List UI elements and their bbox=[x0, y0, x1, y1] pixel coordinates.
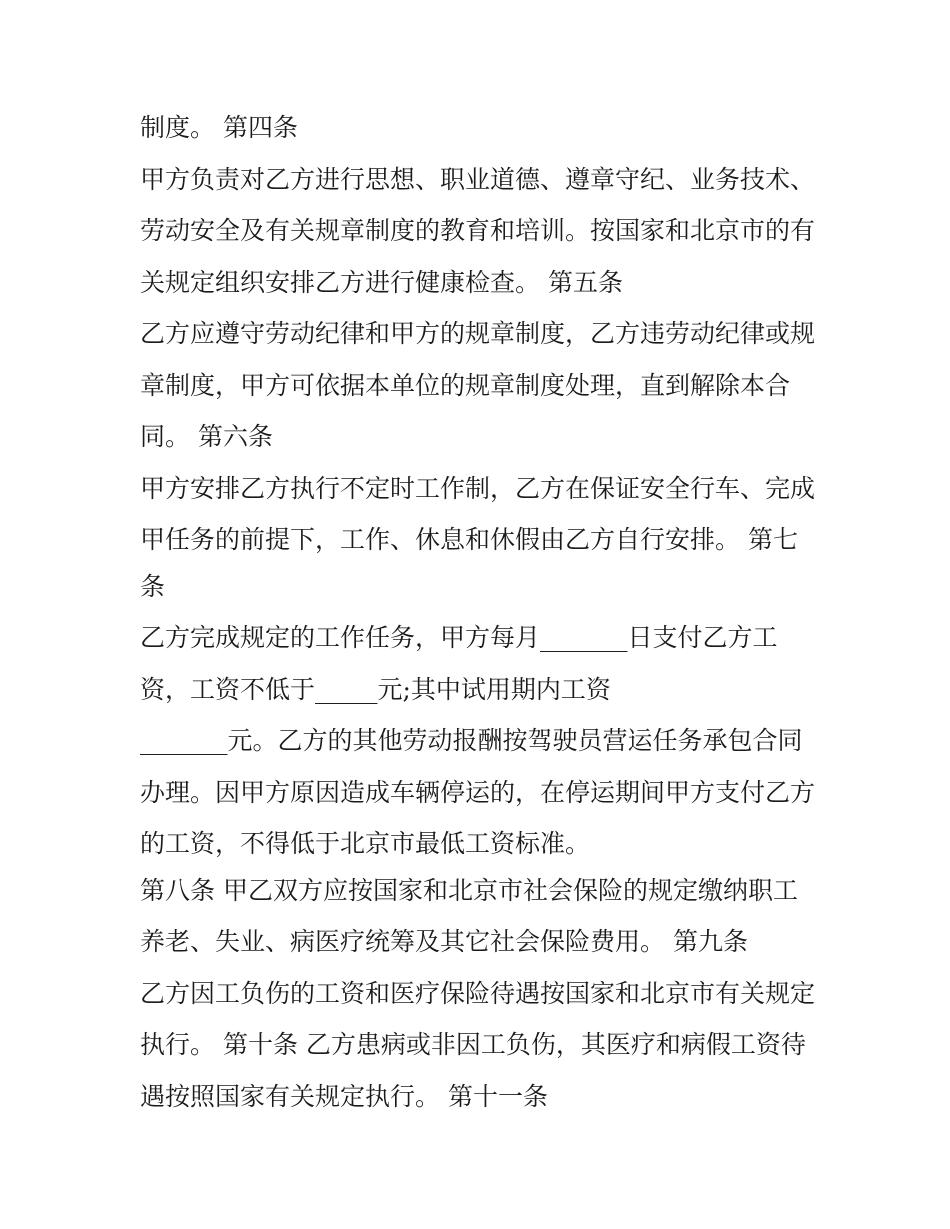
text-line: 的工资，不得低于北京市最低工资标准。 bbox=[140, 829, 591, 858]
text-line: 劳动安全及有关规章制度的教育和培训。按国家和北京市的有 bbox=[140, 216, 816, 245]
text-line: 制度。 第四条 bbox=[140, 113, 298, 142]
text-line: 资，工资不低于_____元;其中试用期内工资 bbox=[140, 675, 611, 704]
text-line: _______元。乙方的其他劳动报酬按驾驶员营运任务承包合同 bbox=[140, 726, 803, 755]
text-line: 乙方完成规定的工作任务，甲方每月_______日支付乙方工 bbox=[140, 623, 778, 652]
text-line: 养老、失业、病医疗统筹及其它社会保险费用。 第九条 bbox=[140, 927, 748, 956]
text-line: 章制度，甲方可依据本单位的规章制度处理，直到解除本合 bbox=[140, 371, 791, 400]
text-line: 遇按照国家有关规定执行。 第十一条 bbox=[140, 1082, 548, 1111]
text-line: 甲方安排乙方执行不定时工作制，乙方在保证安全行车、完成 bbox=[140, 474, 816, 503]
text-line: 甲方负责对乙方进行思想、职业道德、遵章守纪、业务技术、 bbox=[140, 165, 816, 194]
text-line: 同。 第六条 bbox=[140, 422, 273, 451]
text-line: 乙方应遵守劳动纪律和甲方的规章制度，乙方违劳动纪律或规 bbox=[140, 319, 816, 348]
text-line: 第八条 甲乙双方应按国家和北京市社会保险的规定缴纳职工 bbox=[140, 876, 798, 905]
text-line: 甲任务的前提下，工作、休息和休假由乙方自行安排。 第七 bbox=[140, 525, 798, 554]
text-line: 乙方因工负伤的工资和医疗保险待遇按国家和北京市有关规定 bbox=[140, 979, 816, 1008]
text-line: 关规定组织安排乙方进行健康检查。 第五条 bbox=[140, 268, 623, 297]
text-line: 办理。因甲方原因造成车辆停运的，在停运期间甲方支付乙方 bbox=[140, 778, 816, 807]
text-line: 条 bbox=[140, 572, 166, 601]
text-line: 执行。 第十条 乙方患病或非因工负伤，其医疗和病假工资待 bbox=[140, 1030, 806, 1059]
